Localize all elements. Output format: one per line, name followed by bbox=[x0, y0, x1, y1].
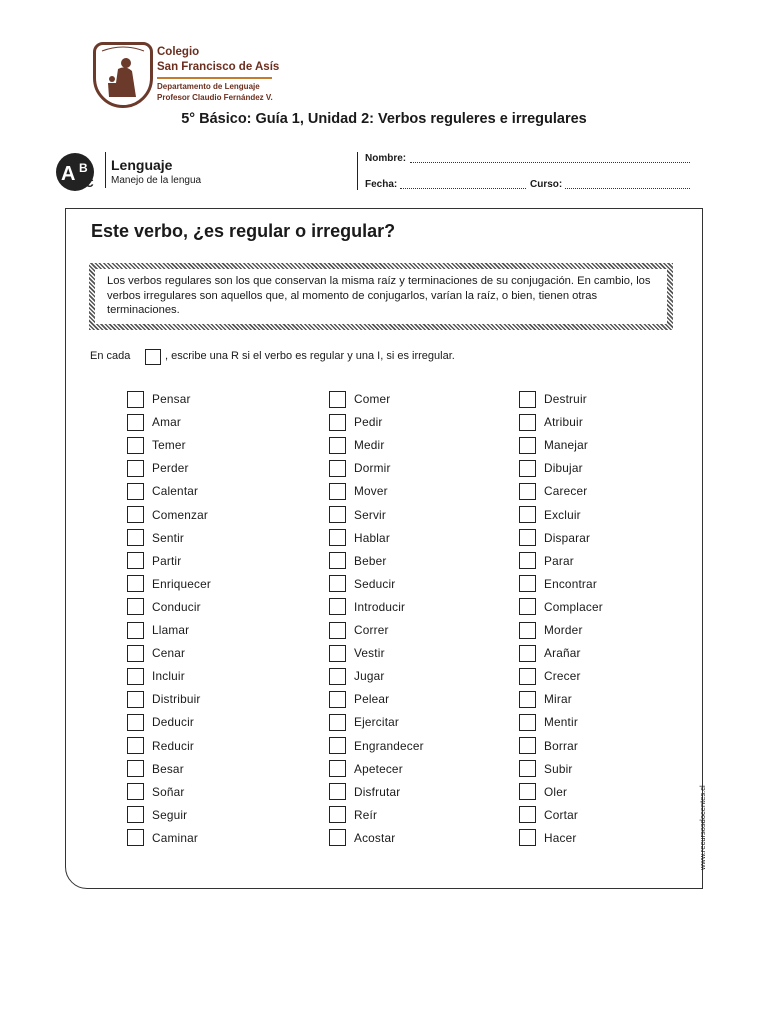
verb-label: Pensar bbox=[152, 392, 191, 406]
verb-label: Apetecer bbox=[354, 761, 403, 776]
answer-box[interactable] bbox=[127, 691, 144, 708]
verb-label: Deducir bbox=[152, 715, 195, 730]
course-field[interactable] bbox=[565, 178, 690, 189]
answer-box[interactable] bbox=[329, 437, 346, 454]
verb-label: Reducir bbox=[152, 738, 195, 753]
answer-box[interactable] bbox=[329, 760, 346, 777]
verb-label: Distribuir bbox=[152, 692, 201, 707]
verb-item bbox=[127, 436, 186, 454]
verb-item bbox=[519, 529, 590, 547]
verb-label: Correr bbox=[354, 623, 389, 637]
verb-item bbox=[329, 713, 399, 731]
date-field-label: Fecha: bbox=[365, 179, 398, 190]
verb-item bbox=[329, 690, 389, 708]
verb-item bbox=[127, 737, 194, 755]
verb-item bbox=[329, 459, 391, 477]
verb-item bbox=[329, 482, 388, 500]
verb-label: Dibujar bbox=[544, 461, 583, 476]
verb-label: Beber bbox=[354, 553, 387, 568]
verb-label: Disparar bbox=[544, 530, 591, 545]
answer-box[interactable] bbox=[329, 575, 346, 592]
verb-label: Mover bbox=[354, 484, 388, 499]
verb-item bbox=[519, 506, 581, 524]
verb-label: Sentir bbox=[152, 530, 185, 545]
date-field[interactable] bbox=[400, 178, 526, 189]
verb-label: Dormir bbox=[354, 461, 391, 476]
verb-item bbox=[519, 829, 576, 847]
verb-label: Subir bbox=[544, 761, 573, 776]
verb-item bbox=[519, 783, 567, 801]
answer-box[interactable] bbox=[127, 806, 144, 823]
verb-label: Carecer bbox=[544, 484, 588, 499]
answer-box[interactable] bbox=[519, 806, 536, 823]
department-name: Departamento de Lenguaje bbox=[157, 82, 260, 91]
school-name: San Francisco de Asís bbox=[157, 61, 280, 73]
verb-item bbox=[519, 760, 573, 778]
divider bbox=[105, 152, 106, 188]
verb-label: Introducir bbox=[354, 599, 406, 614]
answer-box[interactable] bbox=[519, 691, 536, 708]
verb-item bbox=[329, 598, 405, 616]
answer-box[interactable] bbox=[329, 714, 346, 731]
answer-box[interactable] bbox=[127, 506, 144, 523]
verb-item bbox=[519, 459, 583, 477]
verb-label: Morder bbox=[544, 623, 583, 637]
answer-box[interactable] bbox=[329, 483, 346, 500]
answer-box[interactable] bbox=[329, 391, 346, 408]
verb-label: Acostar bbox=[354, 830, 396, 845]
answer-box[interactable] bbox=[519, 391, 536, 408]
verb-item bbox=[329, 390, 390, 408]
answer-box[interactable] bbox=[127, 760, 144, 777]
divider bbox=[357, 152, 358, 190]
answer-box[interactable] bbox=[127, 414, 144, 431]
name-field[interactable] bbox=[410, 152, 690, 163]
verb-label: Arañar bbox=[544, 646, 581, 661]
answer-box[interactable] bbox=[127, 737, 144, 754]
verb-item bbox=[127, 390, 191, 408]
answer-box[interactable] bbox=[127, 483, 144, 500]
verb-label: Seducir bbox=[354, 576, 396, 591]
verb-label: Jugar bbox=[354, 669, 385, 684]
answer-box[interactable] bbox=[519, 737, 536, 754]
verb-item bbox=[127, 783, 184, 801]
verb-label: Seguir bbox=[152, 807, 188, 822]
answer-box[interactable] bbox=[519, 529, 536, 546]
answer-box[interactable] bbox=[329, 598, 346, 615]
example-checkbox bbox=[145, 349, 161, 365]
verb-label: Calentar bbox=[152, 484, 199, 499]
verb-item bbox=[127, 690, 201, 708]
verb-item bbox=[127, 459, 189, 477]
verb-item bbox=[519, 436, 588, 454]
course-field-label: Curso: bbox=[530, 179, 563, 190]
verb-item bbox=[127, 482, 198, 500]
verb-item bbox=[329, 760, 403, 778]
verb-label: Cortar bbox=[544, 807, 578, 822]
answer-box[interactable] bbox=[519, 645, 536, 662]
answer-box[interactable] bbox=[329, 829, 346, 846]
answer-box[interactable] bbox=[519, 668, 536, 685]
page-title: 5° Básico: Guía 1, Unidad 2: Verbos reguleres e irregulares bbox=[181, 111, 587, 127]
answer-box[interactable] bbox=[329, 622, 346, 639]
answer-box[interactable] bbox=[519, 483, 536, 500]
verb-label: Crecer bbox=[544, 669, 581, 684]
instruction-text: , escribe una R si el verbo es regular y una I, si es irregular. bbox=[165, 350, 455, 362]
activity-title: Este verbo, ¿es regular o irregular? bbox=[91, 221, 396, 241]
verb-item bbox=[329, 644, 385, 662]
answer-box[interactable] bbox=[329, 668, 346, 685]
verb-label: Conducir bbox=[152, 599, 201, 614]
verb-label: Temer bbox=[152, 438, 186, 453]
verb-label: Amar bbox=[152, 415, 181, 430]
verb-item bbox=[519, 598, 603, 616]
verb-item bbox=[329, 806, 377, 824]
school-crest-icon bbox=[93, 42, 153, 108]
verb-label: Caminar bbox=[152, 830, 198, 845]
answer-box[interactable] bbox=[127, 829, 144, 846]
answer-box[interactable] bbox=[329, 783, 346, 800]
answer-box[interactable] bbox=[127, 783, 144, 800]
answer-box[interactable] bbox=[127, 529, 144, 546]
verb-item bbox=[127, 829, 198, 847]
verb-item bbox=[519, 667, 581, 685]
verb-item bbox=[329, 737, 424, 755]
verb-label: Comenzar bbox=[152, 507, 209, 522]
answer-box[interactable] bbox=[329, 529, 346, 546]
answer-box[interactable] bbox=[519, 714, 536, 731]
verb-label: Mirar bbox=[544, 692, 572, 707]
verb-item bbox=[519, 806, 578, 824]
answer-box[interactable] bbox=[127, 622, 144, 639]
logo-letter: C bbox=[85, 176, 94, 190]
verb-label: Manejar bbox=[544, 438, 589, 453]
verb-item bbox=[127, 760, 184, 778]
verb-label: Hablar bbox=[354, 530, 390, 545]
answer-box[interactable] bbox=[329, 806, 346, 823]
answer-box[interactable] bbox=[127, 668, 144, 685]
verb-label: Destruir bbox=[544, 392, 587, 406]
verb-item bbox=[519, 552, 574, 570]
verb-item bbox=[127, 575, 211, 593]
verb-label: Parar bbox=[544, 553, 574, 568]
verb-item bbox=[329, 529, 390, 547]
verb-label: Encontrar bbox=[544, 576, 597, 591]
verb-label: Cenar bbox=[152, 646, 186, 661]
answer-box[interactable] bbox=[127, 714, 144, 731]
answer-box[interactable] bbox=[519, 414, 536, 431]
school-name: Colegio bbox=[157, 46, 200, 58]
answer-box[interactable] bbox=[329, 552, 346, 569]
verb-item bbox=[519, 482, 587, 500]
verb-item bbox=[519, 644, 581, 662]
verb-label: Soñar bbox=[152, 784, 185, 799]
answer-box[interactable] bbox=[329, 691, 346, 708]
verb-label: Ejercitar bbox=[354, 715, 400, 730]
answer-box[interactable] bbox=[519, 437, 536, 454]
verb-label: Hacer bbox=[544, 830, 577, 845]
answer-box[interactable] bbox=[127, 391, 144, 408]
answer-box[interactable] bbox=[127, 598, 144, 615]
verb-label: Atribuir bbox=[544, 415, 583, 430]
abc-logo-icon bbox=[55, 152, 101, 192]
verb-label: Complacer bbox=[544, 599, 603, 614]
verb-item bbox=[519, 390, 587, 408]
verb-item bbox=[519, 737, 578, 755]
verb-item bbox=[127, 644, 185, 662]
verb-label: Pedir bbox=[354, 415, 383, 430]
verb-label: Partir bbox=[152, 553, 182, 568]
verb-label: Excluir bbox=[544, 507, 581, 522]
answer-box[interactable] bbox=[329, 645, 346, 662]
verb-label: Servir bbox=[354, 507, 387, 522]
verb-item bbox=[329, 436, 385, 454]
verb-item bbox=[519, 575, 597, 593]
verb-label: Engrandecer bbox=[354, 738, 424, 753]
logo-letter: B bbox=[79, 161, 88, 175]
verb-label: Pelear bbox=[354, 692, 390, 707]
verb-label: Medir bbox=[354, 438, 385, 453]
answer-box[interactable] bbox=[519, 506, 536, 523]
answer-box[interactable] bbox=[329, 737, 346, 754]
answer-box[interactable] bbox=[127, 645, 144, 662]
verb-item bbox=[127, 667, 185, 685]
instruction-text: En cada bbox=[90, 350, 131, 362]
verb-label: Disfrutar bbox=[354, 784, 401, 799]
verb-item bbox=[127, 506, 208, 524]
teacher-name: Profesor Claudio Fernández V. bbox=[157, 93, 273, 102]
verb-item bbox=[127, 713, 194, 731]
answer-box[interactable] bbox=[519, 829, 536, 846]
subject-subtitle: Manejo de la lengua bbox=[111, 175, 202, 186]
answer-box[interactable] bbox=[329, 460, 346, 477]
answer-box[interactable] bbox=[127, 437, 144, 454]
verb-item bbox=[127, 621, 189, 639]
verb-item bbox=[127, 552, 181, 570]
verb-label: Besar bbox=[152, 761, 184, 776]
verb-label: Reír bbox=[354, 807, 378, 822]
verb-item bbox=[519, 690, 572, 708]
verb-item bbox=[519, 713, 578, 731]
verb-item bbox=[127, 413, 181, 431]
verb-item bbox=[329, 829, 395, 847]
verb-item bbox=[127, 529, 184, 547]
answer-box[interactable] bbox=[519, 622, 536, 639]
answer-box[interactable] bbox=[519, 575, 536, 592]
verb-item bbox=[329, 413, 383, 431]
verb-item bbox=[519, 413, 583, 431]
answer-box[interactable] bbox=[127, 552, 144, 569]
answer-box[interactable] bbox=[127, 460, 144, 477]
verb-label: Enriquecer bbox=[152, 576, 212, 591]
verb-item bbox=[329, 552, 386, 570]
subject-name: Lenguaje bbox=[111, 157, 173, 173]
name-field-label: Nombre: bbox=[365, 153, 407, 164]
answer-box[interactable] bbox=[127, 575, 144, 592]
verb-item bbox=[329, 575, 395, 593]
answer-box[interactable] bbox=[519, 552, 536, 569]
divider bbox=[157, 77, 272, 79]
verb-item bbox=[127, 598, 201, 616]
verb-item bbox=[329, 506, 386, 524]
answer-box[interactable] bbox=[329, 414, 346, 431]
verb-label: Incluir bbox=[152, 669, 185, 684]
answer-box[interactable] bbox=[519, 598, 536, 615]
verb-item bbox=[329, 667, 385, 685]
verb-item bbox=[329, 621, 389, 639]
info-text: Los verbos regulares son los que conservan la misma raíz y terminaciones de su conjugación. En cambio, los verbos irregulares son aquellos que, al momento de conjugarlos, varían la raíz, o bien, tienen otras terminaciones. bbox=[107, 275, 651, 316]
answer-box[interactable] bbox=[329, 506, 346, 523]
logo-letter: A bbox=[61, 163, 76, 185]
verb-label: Mentir bbox=[544, 715, 578, 730]
verb-item bbox=[127, 806, 187, 824]
verb-label: Comer bbox=[354, 392, 391, 406]
verb-label: Llamar bbox=[152, 623, 190, 637]
answer-box[interactable] bbox=[519, 460, 536, 477]
verb-label: Vestir bbox=[354, 646, 385, 661]
verb-label: Borrar bbox=[544, 738, 578, 753]
answer-box[interactable] bbox=[519, 783, 536, 800]
verb-item bbox=[519, 621, 583, 639]
credit-text: www.recursosdocentes.cl bbox=[698, 785, 707, 870]
verb-label: Perder bbox=[152, 461, 189, 476]
verb-label: Oler bbox=[544, 784, 568, 799]
answer-box[interactable] bbox=[519, 760, 536, 777]
verb-item bbox=[329, 783, 400, 801]
